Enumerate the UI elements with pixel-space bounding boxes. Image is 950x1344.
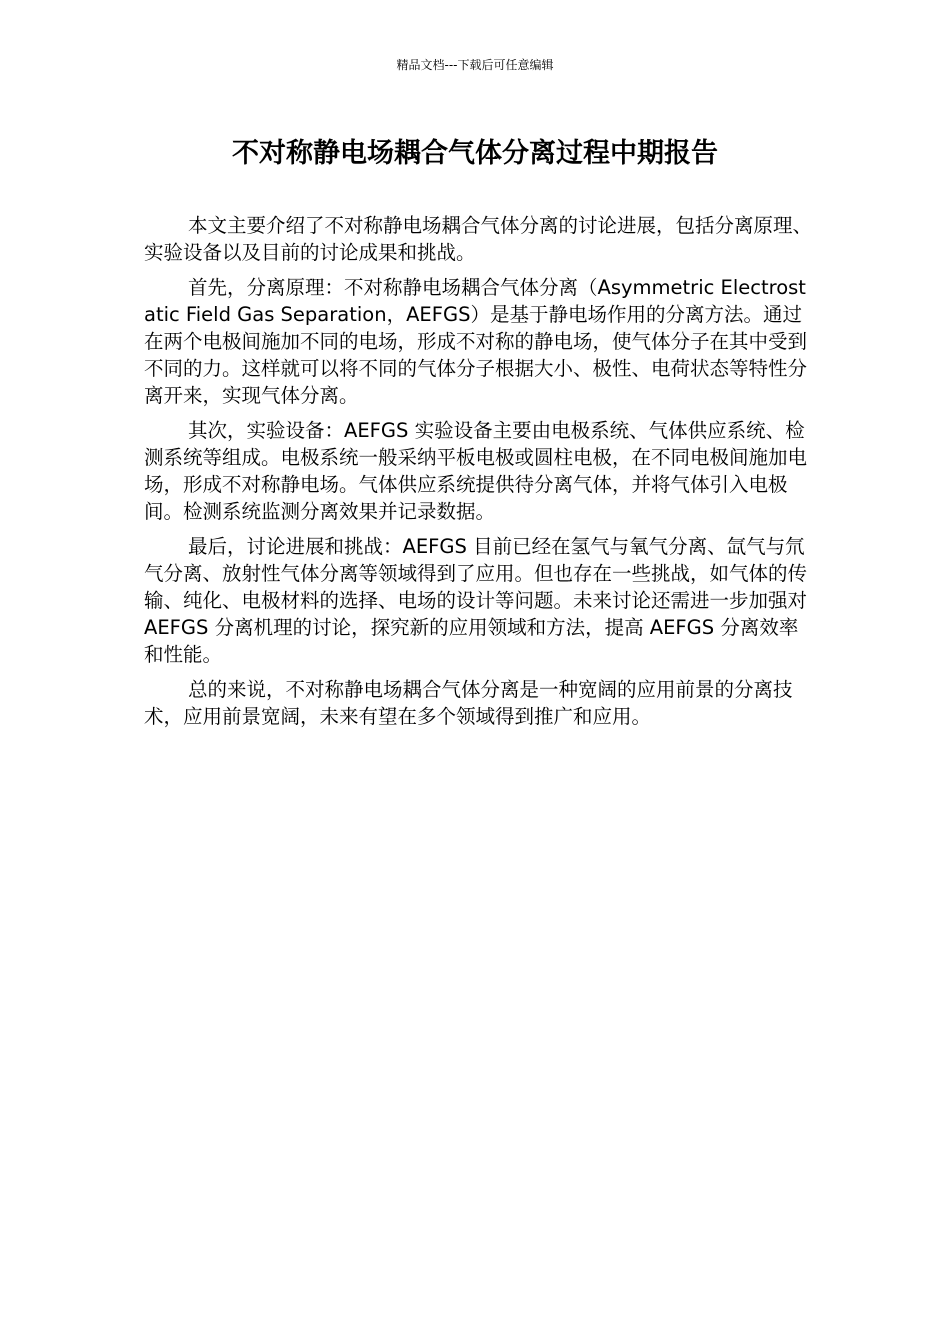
paragraph-principle: 首先，分离原理：不对称静电场耦合气体分离（Asymmetric Electrostatic Field Gas Separation，AEFGS）是基于静电场作用的分离方法。通过在两个电极间施加不同的电场，形成不对称的静电场，使气体分子在其中受到不同的力。这样就可以将不同的气体分子根据大小、极性、电荷状态等特性分离开来，实现气体分离。 — [144, 276, 808, 407]
paragraph-conclusion: 总的来说，不对称静电场耦合气体分离是一种宽阔的应用前景的分离技术，应用前景宽阔，未来有望在多个领域得到推广和应用。 — [144, 678, 793, 728]
document-title: 不对称静电场耦合气体分离过程中期报告 — [232, 138, 718, 169]
paragraph-progress: 最后，讨论进展和挑战：AEFGS 目前已经在氢气与氧气分离、氙气与氘气分离、放射性气体分离等领域得到了应用。但也存在一些挑战，如气体的传输、纯化、电极材料的选择、电场的设计等问题。未来讨论还需进一步加强对 AEFGS 分离机理的讨论，探究新的应用领域和方法，提高 AEFGS 分离效率和性能。 — [144, 535, 808, 666]
header-note: 精品文档---下载后可任意编辑 — [396, 58, 554, 72]
document-body — [144, 212, 814, 738]
paragraph-equipment: 其次，实验设备：AEFGS 实验设备主要由电极系统、气体供应系统、检测系统等组成。电极系统一般采纳平板电极或圆柱电极，在不同电极间施加电场，形成不对称静电场。气体供应系统提供待分离气体，并将气体引入电极间。检测系统监测分离效果并记录数据。 — [144, 419, 808, 523]
paragraph-intro: 本文主要介绍了不对称静电场耦合气体分离的讨论进展，包括分离原理、实验设备以及目前的讨论成果和挑战。 — [144, 214, 813, 264]
